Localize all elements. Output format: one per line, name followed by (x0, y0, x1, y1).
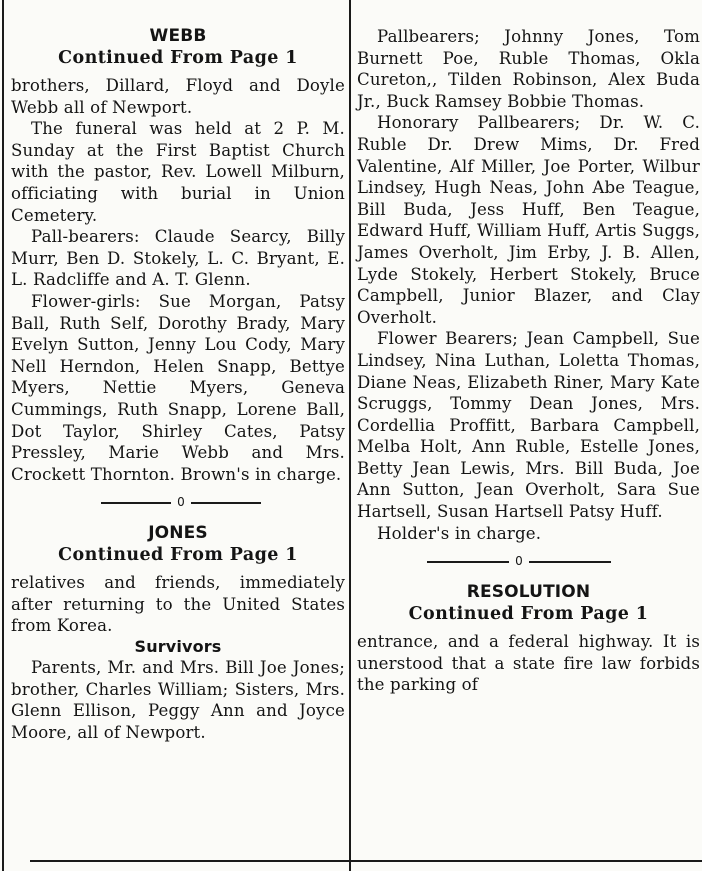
separator-zero: 0 (515, 554, 523, 569)
survivors-heading: Survivors (134, 637, 222, 657)
resolution-paragraph: entrance, and a federal highway. It is unerstood that a state fire law forbids the parking of (357, 632, 700, 695)
left-margin-rule (2, 0, 4, 871)
jones-heading: JONES (148, 523, 208, 544)
resolution-heading: RESOLUTION (466, 582, 591, 603)
webb-subheading: Continued From Page 1 (58, 48, 298, 68)
honorary-pallbearers-paragraph: Honorary Pallbearers; Dr. W. C. Ruble Dr. Drew Mims, Dr. Fred Valentine, Alf Miller, Joe Porter, Wilbur Lindsey, Hugh Neas, John Abe Teague, Bill Buda, Jess Huff, Ben Teague, Edward Huff, William Huff, Artis Suggs, James Overholt, Jim Erby, J. B. Allen, Lyde Stokely, Herbert Stokely, Bruce Campbell, Junior Blazer, and Clay Overholt. (357, 113, 700, 327)
column-divider-rule (349, 0, 351, 871)
left-column (11, 0, 345, 743)
webb-heading: WEBB (149, 26, 207, 46)
jones-paragraph-1: relatives and friends, immediately after returning to the United States from Korea. (11, 573, 345, 636)
webb-paragraph-2: The funeral was held at 2 P. M. Sunday at the First Baptist Church with the pastor, Rev. Lowell Milburn, officiating with burial in Union Cemetery. (11, 119, 345, 225)
flower-bearers-paragraph: Flower Bearers; Jean Campbell, Sue Lindsey, Nina Luthan, Loletta Thomas, Diane Neas, Elizabeth Riner, Mary Kate Scruggs, Tommy Dean Jones, Mrs. Cordellia Proffitt, Barbara Campbell, Melba Holt, Ann Ruble, Estelle Jones, Betty Jean Lewis, Mrs. Bill Buda, Joe Ann Sutton, Jean Overholt, Sara Sue Hartsell, Susan Hartsell Patsy Huff. (357, 329, 700, 522)
resolution-subheading: Continued From Page 1 (408, 604, 649, 625)
survivors-paragraph: Parents, Mr. and Mrs. Bill Joe Jones; brother, Charles William; Sisters, Mrs. Glenn Ellison, Peggy Ann and Joyce Moore, all of Newport. (11, 658, 345, 742)
right-column (357, 0, 700, 696)
separator-zero: 0 (177, 495, 185, 510)
funeral-home-note: Holder's in charge. (377, 523, 542, 543)
webb-paragraph-3: Pall-bearers: Claude Searcy, Billy Murr, Ben D. Stokely, L. C. Bryant, E. L. Radcliffe and A. T. Glenn. (11, 227, 345, 290)
right-separator (357, 552, 700, 572)
pallbearers-paragraph: Pallbearers; Johnny Jones, Tom Burnett Poe, Ruble Thomas, Okla Cureton,, Tilden Robinson, Alex Buda Jr., Buck Ramsey Bobbie Thomas. (357, 27, 700, 111)
bottom-rule (30, 860, 702, 862)
webb-paragraph-4: Flower-girls: Sue Morgan, Patsy Ball, Ruth Self, Dorothy Brady, Mary Evelyn Sutton, Jenny Lou Cody, Mary Nell Herndon, Helen Snapp, Bettye Myers, Nettie Myers, Geneva Cummings, Ruth Snapp, Lorene Ball, Dot Taylor, Shirley Cates, Patsy Pressley, Marie Webb and Mrs. Crockett Thornton. Brown's in charge. (11, 291, 345, 484)
jones-subheading: Continued From Page 1 (58, 545, 298, 566)
left-separator (11, 493, 345, 513)
webb-paragraph-1: brothers, Dillard, Floyd and Doyle Webb all of Newport. (11, 76, 345, 117)
